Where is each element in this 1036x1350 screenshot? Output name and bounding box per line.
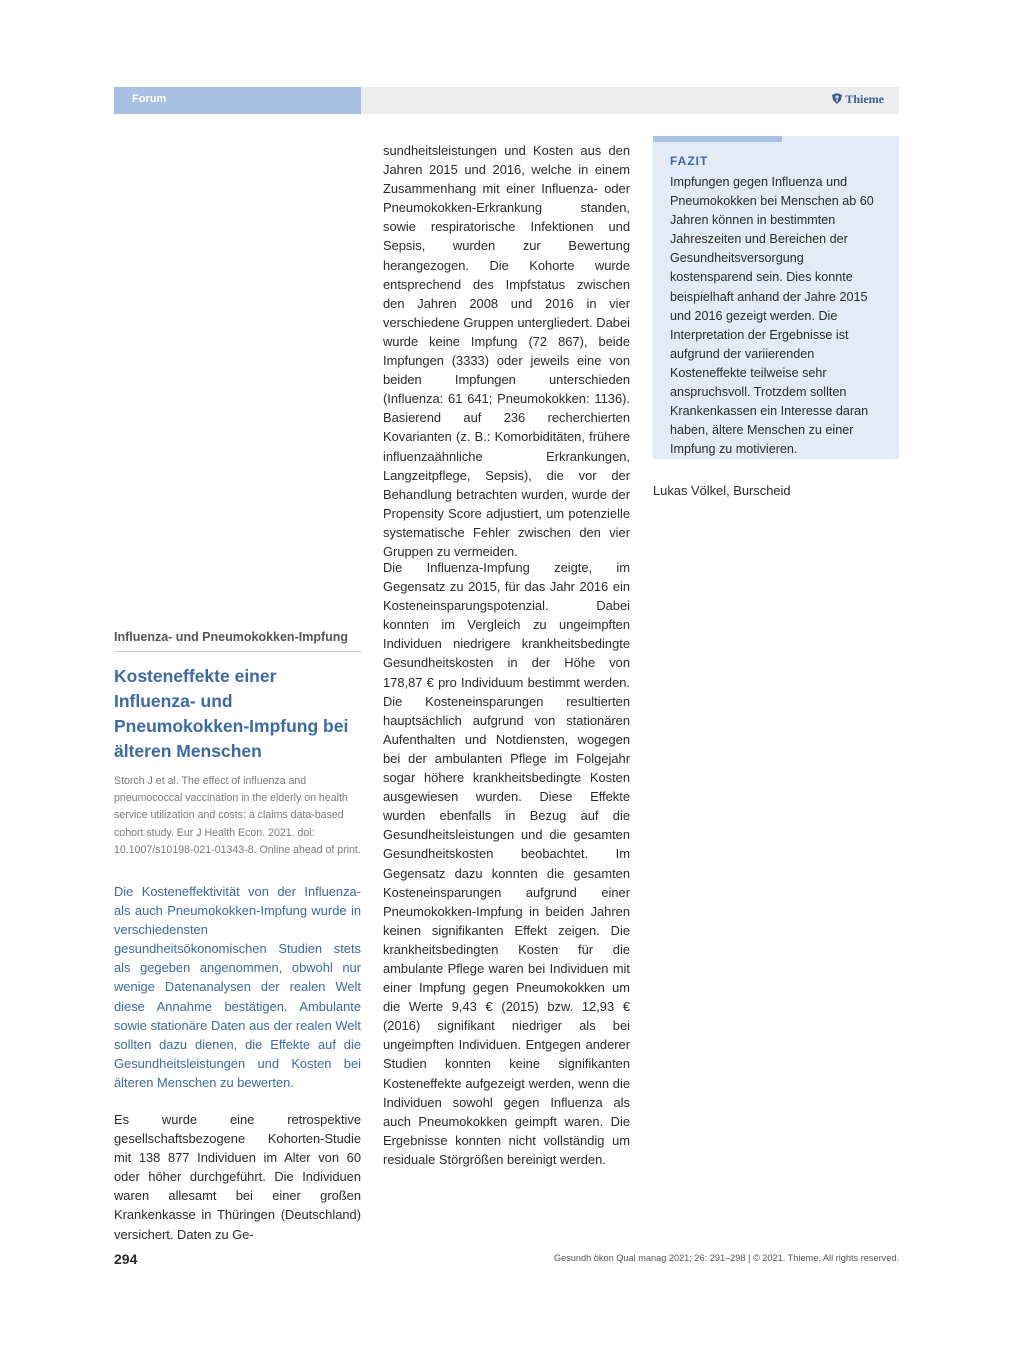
brand (832, 92, 884, 107)
fazit-title: FAZIT (670, 154, 709, 168)
kicker-text: Influenza- und Pneumokokken-Impfung (114, 630, 349, 644)
journal-reference: Gesundh ökon Qual manag 2021; 26: 291–298 | © 2021. Thieme. All rights reserved. (553, 1253, 899, 1263)
thieme-logo-icon (832, 93, 842, 104)
author: Lukas Völkel, Burscheid (653, 483, 791, 498)
body-text-mid-1: sundheitsleistungen und Kosten aus den Jahren 2015 und 2016, welche in einem Zusammenhang mit einer Influenza- oder Pneumokokken-Erkrankung standen, sowie respiratorische Infektionen und Sepsis, wurden zur Bewertung herangezogen. Die Kohorte wurde entsprechend des Impfstatus zwischen den Jahren 2008 und 2016 in vier verschiedene Gruppen untergliedert. Dabei wurde keine Impfung (72 867), beide Impfungen (3333) oder jeweils eine von beiden Impfungen unterschieden (Influenza: 61 641; Pneumokokken: 1136). Basierend auf 236 recherchierten Kovarianten (z. B.: Komorbiditäten, frühere influenzaähnliche Erkrankungen, Langzeitpflege, Sepsis), die vor der Behandlung betrachten wurden, wurde der Propensity Score adjustiert, um potenzielle systematische Fehler zwischen den vier Gruppen zu vermeiden. (383, 143, 630, 559)
section-tab (114, 87, 361, 114)
fazit-accent (653, 136, 782, 142)
header-bar (114, 87, 899, 114)
page-number: 294 (114, 1251, 138, 1267)
brand-name: Thieme (845, 92, 884, 106)
body-text-mid-2: Die Influenza-Impfung zeigte, im Gegensatz zu 2015, für das Jahr 2016 ein Kosteneinsparungspotenzial. Dabei konnten im Vergleich zu ungeimpften Individuen niedrigere krankheitsbedingte Gesundheitskosten in der Höhe von 178,87 € pro Individuum bestimmt werden. Die Kosteneinsparungen resultierten hauptsächlich aufgrund von stationären Aufenthalten und Notdiensten, wogegen bei der ambulanten Pflege im Folgejahr sogar höhere krankheitsbedingte Kosten ausgewiesen wurden. Diese Effekte wurden ebenfalls in Bezug auf die Gesundheitsleistungen und die gesamten Gesundheitskosten beobachtet. Im Gegensatz dazu konnten die gesamten Kosteneinsparungen aufgrund einer Pneumokokken-Impfung in beiden Jahren keinen signifikanten Effekt zeigen. Die krankheitsbedingten Kosten für die ambulante Pflege waren bei Individuen mit einer Impfung gegen Pneumokokken um die Werte 9,43 € (2015) bzw. 12,93 € (2016) signifikant niedriger als bei ungeimpften Individuen. Entgegen anderer Studien konnten keine signifikanten Kosteneffekte aufgezeigt werden, wenn die Individuen sowohl gegen Influenza als auch Pneumokokken geimpft waren. Die Ergebnisse konnten nicht vollständig um residuale Störgrößen bereinigt werden. (383, 560, 630, 1167)
article-lead: Die Kosteneffektivität von der Influenza- als auch Pneumokokken-Impfung wurde in verschiedensten gesundheitsökonomischen Studien stets als gegeben angenommen, obwohl nur wenige Datenanalysen der realen Welt diese Annahme bestätigen. Ambulante sowie stationäre Daten aus der realen Welt sollten dazu dienen, die Effekte auf die Gesundheitsleistungen und Kosten bei älteren Menschen zu bewerten. (114, 884, 361, 1090)
article-citation: Storch J et al. The effect of influenza and pneumococcal vaccination in the elderly on health service utilization and costs: a claims data-based cohort study. Eur J Health Econ. 2021. doi: 10.1007/s10198-021-01343-8. Online ahead of print. (114, 775, 361, 856)
fazit-text: Impfungen gegen Influenza und Pneumokokken bei Menschen ab 60 Jahren können in bestimmten Jahreszeiten und Bereichen der Gesundheitsversorgung kostensparend sein. Dies konnte beispielhaft anhand der Jahre 2015 und 2016 gezeigt werden. Die Interpretation der Ergebnisse ist aufgrund der variierenden Kosteneffekte teilweise sehr anspruchsvoll. Trotzdem sollten Krankenkassen ein Interesse daran haben, ältere Menschen zu einer Impfung zu motivieren. (670, 175, 874, 457)
section-label: Forum (132, 93, 167, 105)
article-headline: Kosteneffekte einer Influenza- und Pneumokokken-Impfung bei älteren Menschen (114, 666, 349, 761)
body-text-left: Es wurde eine retrospektive gesellschaftsbezogene Kohorten-Studie mit 138 877 Individuen im Alter von 60 oder höher durchgeführt. Die Individuen waren allesamt bei einer großen Krankenkasse in Thüringen (Deutschland) versichert. Daten zu Ge- (114, 1112, 361, 1242)
article-kicker (114, 628, 361, 652)
